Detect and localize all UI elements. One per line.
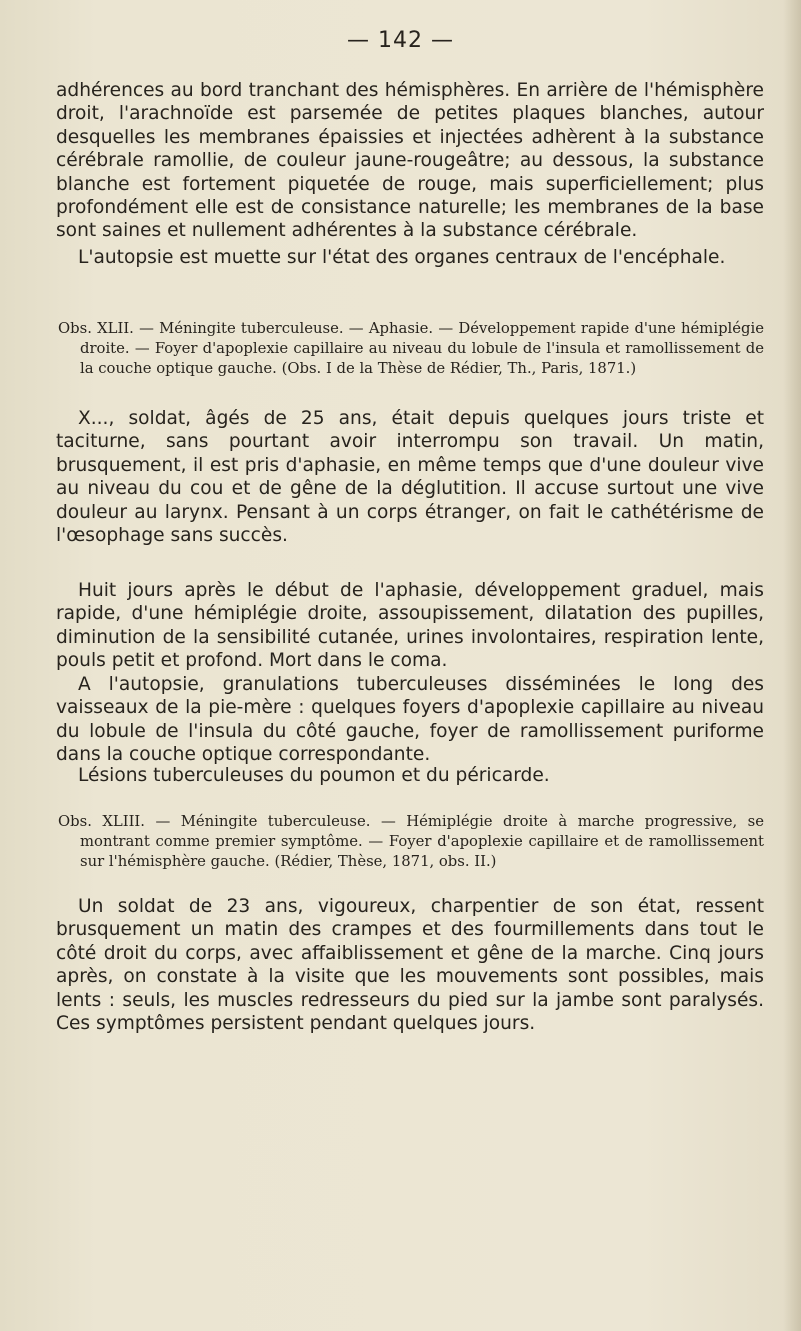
paragraph-case-xlii-lesions: Lésions tuberculeuses du poumon et du péricarde. [78, 765, 550, 786]
paragraph-continuation: adhérences au bord tranchant des hémisphères. En arrière de l'hémisphère droit, l'arachnoïde est parsemée de petites plaques blanches, autour desquelles les membranes épaissies et injectées adhèrent à la substance cérébrale ramollie, de couleur jaune-rougeâtre; au dessous, la substance blanche est fortement piquetée de rouge, mais superficiellement; plus profondément elle est de consistance naturelle; les membranes de la base sont saines et nullement adhérentes à la substance cérébrale. [56, 80, 764, 242]
paragraph-case-xlii-onset: X..., soldat, âgés de 25 ans, était depuis quelques jours triste et taciturne, sans pourtant avoir interrompu son travail. Un matin, brusquement, il est pris d'aphasie, en même temps que d'une douleur vive au niveau du cou et de gêne de la déglutition. Il accuse surtout une vive douleur au larynx. Pensant à un corps étranger, on fait le cathétérisme de l'œsophage sans succès. [56, 408, 764, 547]
observation-heading-xliii: Obs. XLIII. — Méningite tuberculeuse. — Hémiplégie droite à marche progressive, se montrant comme premier symptôme. — Foyer d'apoplexie capillaire et de ramollissement sur l'hémisphère gauche. (Rédier, Thèse, 1871, obs. II.) [58, 813, 764, 871]
paragraph-case-xliii: Un soldat de 23 ans, vigoureux, charpentier de son état, ressent brusquement un matin des crampes et des fourmillements dans tout le côté droit du corps, avec affaiblissement et gêne de la marche. Cinq jours après, on constate à la visite que les mouvements sont possibles, mais lents : seuls, les muscles redresseurs du pied sur la jambe sont paralysés. Ces symptômes persistent pendant quelques jours. [56, 896, 764, 1035]
paragraph-case-xlii-progression: Huit jours après le début de l'aphasie, développement graduel, mais rapide, d'une hémiplégie droite, assoupissement, dilatation des pupilles, diminution de la sensibilité cutanée, urines involontaires, respiration lente, pouls petit et profond. Mort dans le coma. [56, 580, 764, 672]
page-edge-shadow [783, 0, 801, 1331]
page-number: — 142 — [347, 28, 454, 53]
paragraph-case-xlii-autopsy: A l'autopsie, granulations tuberculeuses disséminées le long des vaisseaux de la pie-mère : quelques foyers d'apoplexie capillaire au niveau du lobule de l'insula du côté gauche, foyer de ramollissement puriforme dans la couche optique correspondante. [56, 674, 764, 766]
observation-heading-xlii: Obs. XLII. — Méningite tuberculeuse. — Aphasie. — Développement rapide d'une hémiplégie droite. — Foyer d'apoplexie capillaire au niveau du lobule de l'insula et ramollissement de la couche optique gauche. (Obs. I de la Thèse de Rédier, Th., Paris, 1871.) [58, 320, 764, 378]
paragraph-autopsy-note: L'autopsie est muette sur l'état des organes centraux de l'encéphale. [78, 247, 726, 268]
